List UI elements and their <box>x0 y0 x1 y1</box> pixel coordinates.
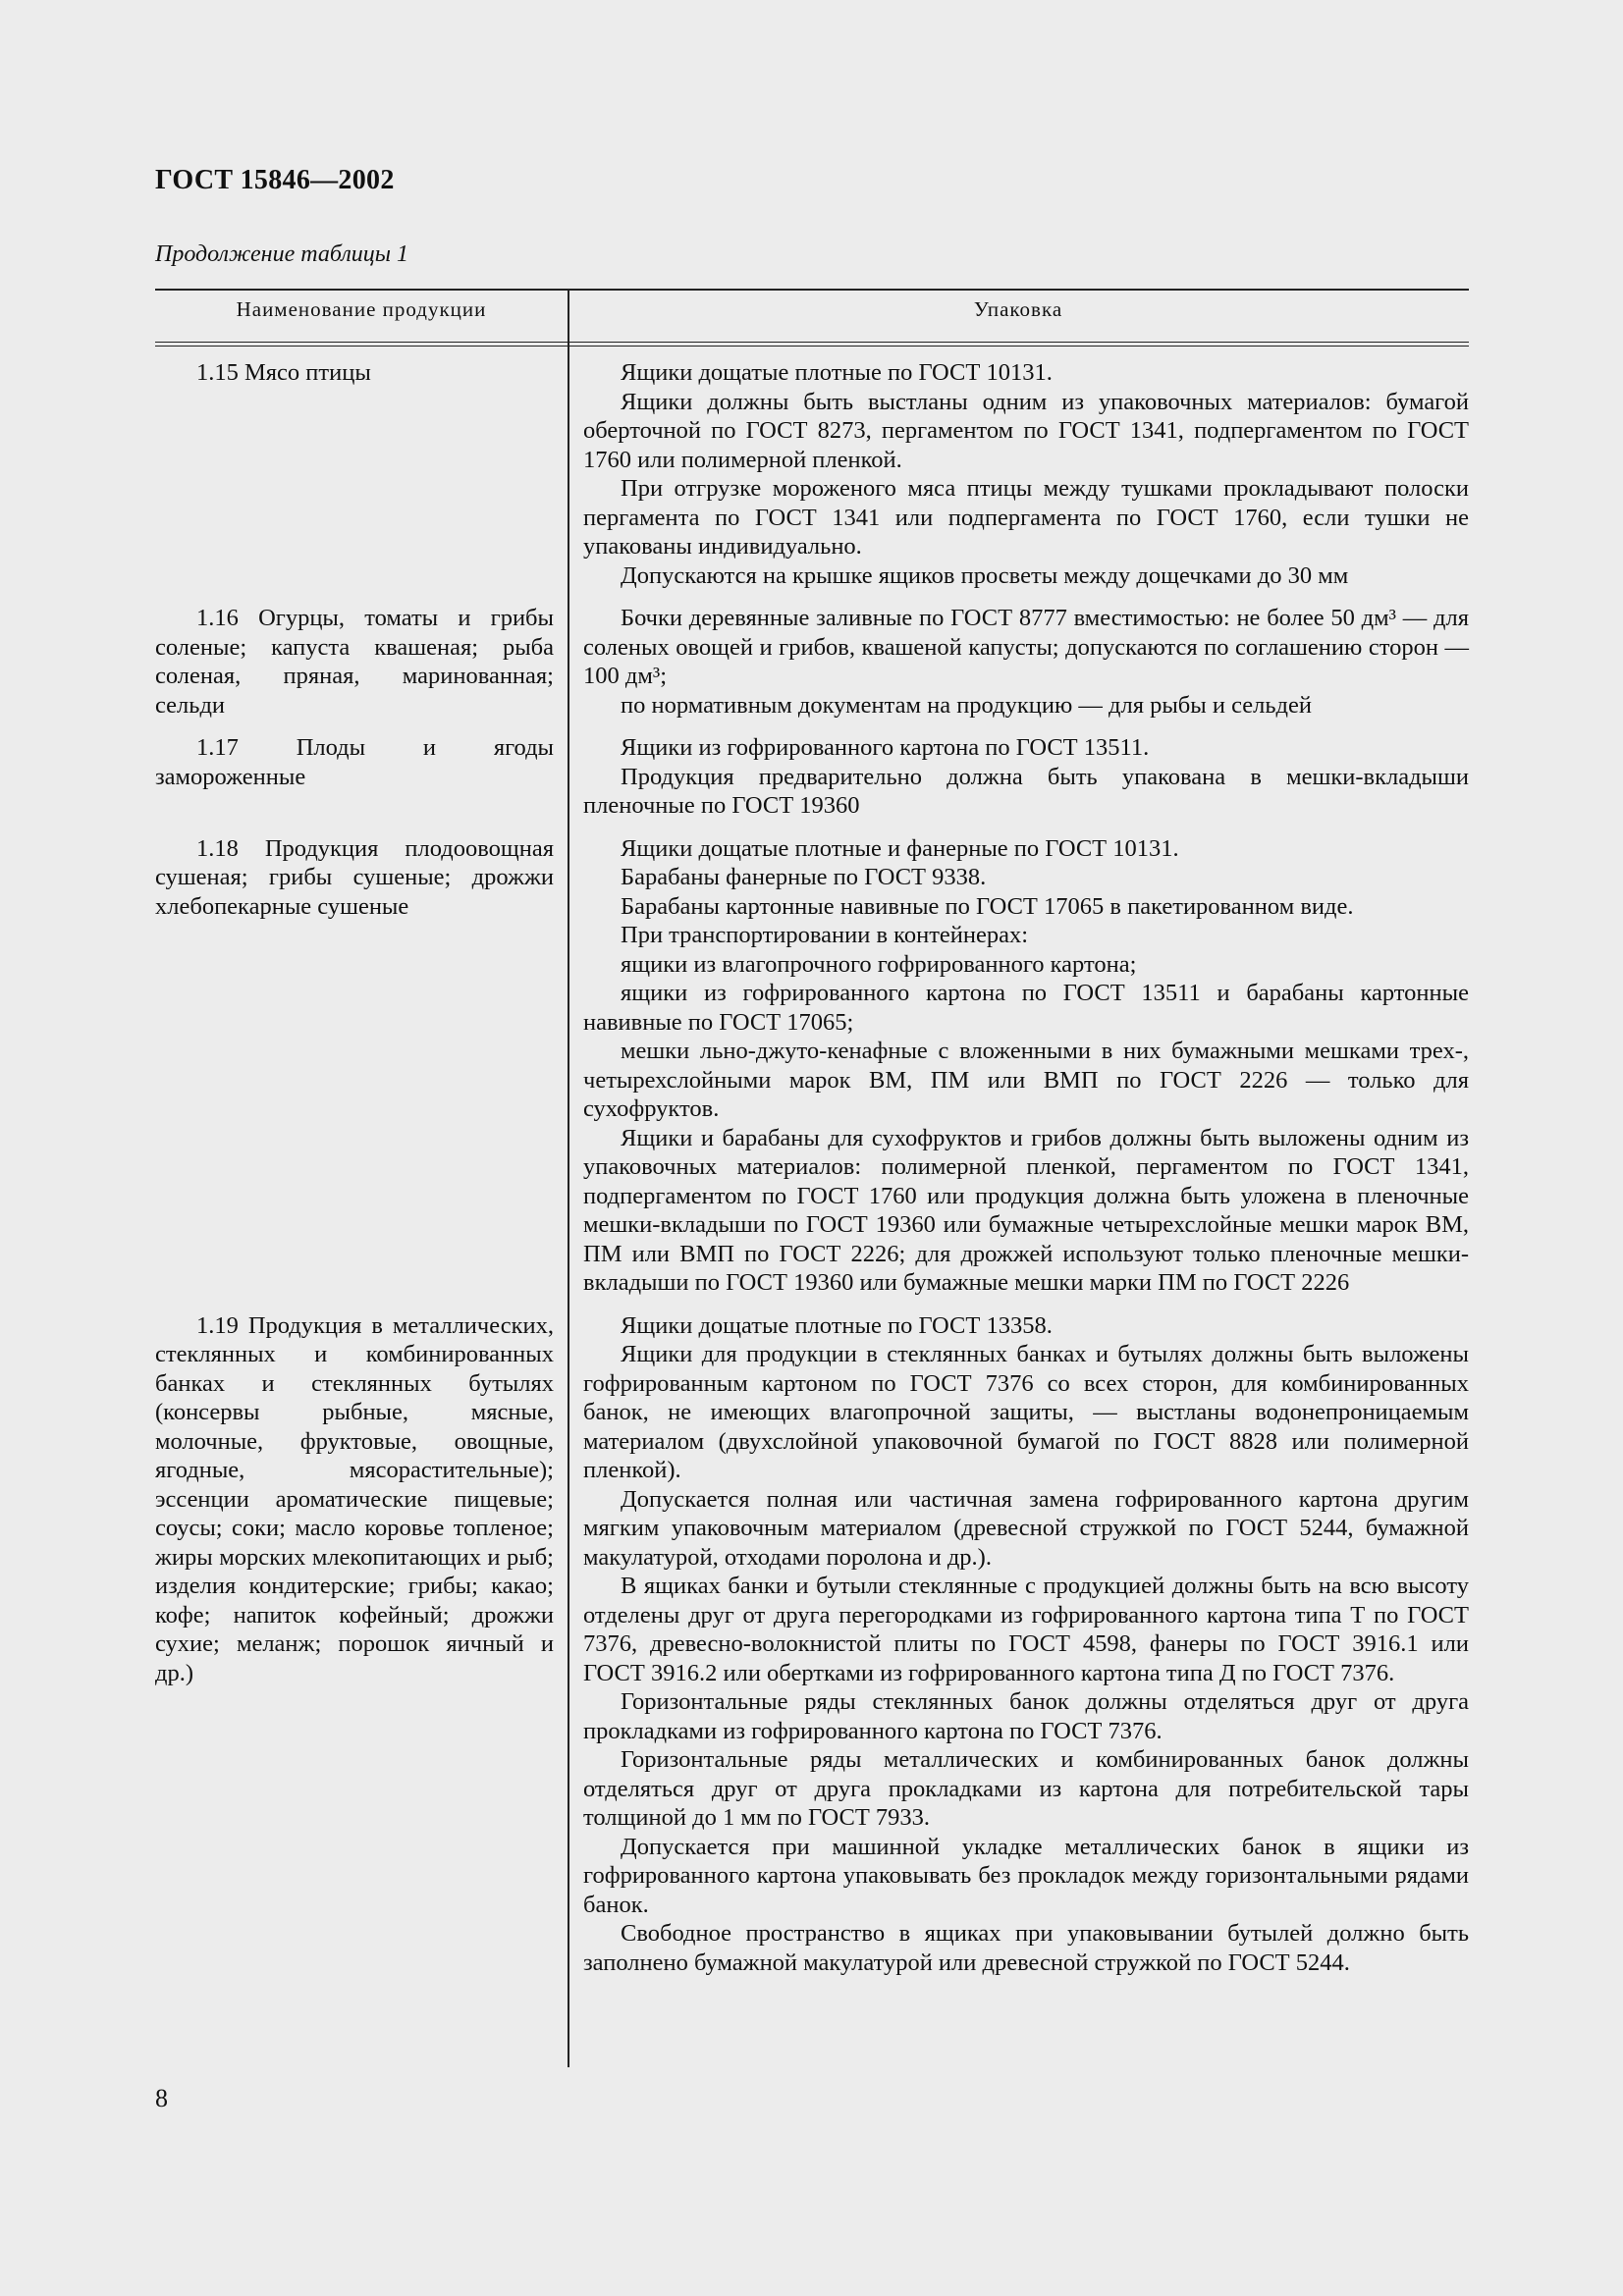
packaging-paragraph: Ящики и барабаны для сухофруктов и грибов должны быть выложены одним из упаковочных материалов: полимерной пленкой, пергаментом по ГОСТ 1341, подпергаментом по ГОСТ 1760 или продукция должна быть уложена в пленочные мешки-вкладыши по ГОСТ 19360 или бумажные четырехслойные мешки марок ВМ, ПМ или ВМП по ГОСТ 2226; для дрожжей используют только пленочные мешки-вкладыши по ГОСТ 19360 или бумажные мешки марки ПМ по ГОСТ 2226 <box>583 1124 1469 1296</box>
packaging-paragraph: Барабаны фанерные по ГОСТ 9338. <box>621 864 987 890</box>
packaging-paragraph: Ящики дощатые плотные и фанерные по ГОСТ 10131. <box>621 834 1179 862</box>
product-name: 1.16 Огурцы, томаты и грибы соленые; капуста квашеная; рыба соленая, пряная, маринованная; сельди <box>155 605 554 719</box>
packaging-paragraph: Допускается полная или частичная замена гофрированного картона другим мягким упаковочным материалом (древесной стружкой по ГОСТ 5244, бумажной макулатурой, отходами поролона и др.). <box>583 1485 1469 1571</box>
packaging-paragraph: Ящики должны быть выстланы одним из упаковочных материалов: бумагой оберточной по ГОСТ 8273, пергаментом по ГОСТ 1341, подпергаментом по ГОСТ 1760 или полимерной пленкой. <box>583 388 1469 473</box>
table-row <box>155 358 1469 590</box>
packaging-paragraph: Барабаны картонные навивные по ГОСТ 17065 в пакетированном виде. <box>621 892 1354 920</box>
product-cell <box>155 604 568 720</box>
table-caption: Продолжение таблицы 1 <box>155 241 409 267</box>
table-row <box>155 834 1469 1298</box>
packaging-paragraph: При транспортировании в контейнерах: <box>621 922 1029 948</box>
packaging-paragraph: Ящики для продукции в стеклянных банках и бутылях должны быть выложены гофрированным картоном по ГОСТ 7376 со всех сторон, для комбинированных банок, не имеющих влагопрочной защиты, — выстланы водонепроницаемым материалом (двухслойной упаковочной бумагой по ГОСТ 8828 или полимерной пленкой). <box>583 1341 1469 1483</box>
packaging-paragraph: Горизонтальные ряды металлических и комбинированных банок должны отделяться друг от друга прокладками из картона для потребительской тары толщиной до 1 мм по ГОСТ 7933. <box>583 1746 1469 1831</box>
page-number: 8 <box>155 2084 168 2112</box>
packaging-paragraph: Горизонтальные ряды стеклянных банок должны отделяться друг от друга прокладками из гофрированного картона по ГОСТ 7376. <box>583 1688 1469 1744</box>
table-row <box>155 1311 1469 1978</box>
product-cell <box>155 733 568 821</box>
table-row <box>155 604 1469 720</box>
packaging-paragraph: Ящики дощатые плотные по ГОСТ 10131. <box>621 359 1053 386</box>
table-body <box>155 347 1469 1977</box>
packaging-paragraph: Допускается при машинной укладке металлических банок в ящики из гофрированного картона упаковывать без прокладок между горизонтальными рядами банок. <box>583 1833 1469 1918</box>
packaging-cell <box>568 604 1469 720</box>
product-name: 1.19 Продукция в металлических, стеклянных и комбинированных банках и стеклянных бутылях (консервы рыбные, мясные, молочные, фруктовые, овощные, ягодные, мясорастительные); эссенции ароматические пищевые; соусы; соки; масло коровье топленое; жиры морских млекопитающих и рыб; изделия кондитерские; грибы; какао; кофе; напиток кофейный; дрожжи сухие; меланж; порошок яичный и др.) <box>155 1311 554 1686</box>
table <box>155 289 1469 1977</box>
packaging-paragraph: мешки льно-джуто-кенафные с вложенными в них бумажными мешками трех-, четырехслойными марок ВМ, ПМ или ВМП по ГОСТ 2226 — только для сухофруктов. <box>583 1038 1469 1122</box>
packaging-paragraph: В ящиках банки и бутыли стеклянные с продукцией должны быть на всю высоту отделены друг от друга перегородками из гофрированного картона типа Т по ГОСТ 7376, древесно-волокнистой плиты по ГОСТ 4598, фанеры по ГОСТ 3916.1 или ГОСТ 3916.2 или обертками из гофрированного картона типа Д по ГОСТ 7376. <box>583 1573 1469 1686</box>
table-row <box>155 733 1469 821</box>
product-cell <box>155 358 568 590</box>
document-header: ГОСТ 15846—2002 <box>155 165 395 195</box>
packaging-paragraph: Продукция предварительно должна быть упакована в мешки-вкладыши пленочные по ГОСТ 19360 <box>583 763 1469 819</box>
packaging-paragraph: Ящики дощатые плотные по ГОСТ 13358. <box>621 1311 1053 1339</box>
packaging-paragraph: ящики из влагопрочного гофрированного картона; <box>621 950 1137 978</box>
packaging-paragraph: ящики из гофрированного картона по ГОСТ 13511 и барабаны картонные навивные по ГОСТ 17065; <box>583 980 1469 1036</box>
packaging-paragraph: Бочки деревянные заливные по ГОСТ 8777 вместимостью: не более 50 дм³ — для соленых овощей и грибов, квашеной капусты; допускаются по соглашению сторон — 100 дм³; <box>583 605 1469 689</box>
packaging-cell <box>568 358 1469 590</box>
packaging-paragraph: по нормативным документам на продукцию — для рыбы и сельдей <box>621 691 1312 719</box>
product-name: 1.18 Продукция плодоовощная сушеная; грибы сушеные; дрожжи хлебопекарные сушеные <box>155 834 554 920</box>
packaging-paragraph: Ящики из гофрированного картона по ГОСТ 13511. <box>621 734 1150 761</box>
product-cell <box>155 834 568 1298</box>
packaging-paragraph: При отгрузке мороженого мяса птицы между тушками прокладывают полоски пергамента по ГОСТ 1341 или подпергамента по ГОСТ 1760, если тушки не упакованы индивидуально. <box>583 475 1469 560</box>
table-header <box>155 289 1469 342</box>
packaging-cell <box>568 834 1469 1298</box>
column-header-packaging: Упаковка <box>973 297 1063 321</box>
packaging-paragraph: Допускаются на крышке ящиков просветы между дощечками до 30 мм <box>621 561 1349 589</box>
product-name: 1.17 Плоды и ягоды замороженные <box>155 734 554 790</box>
product-name: 1.15 Мясо птицы <box>196 359 371 386</box>
product-cell <box>155 1311 568 1978</box>
packaging-cell <box>568 733 1469 821</box>
column-divider <box>568 289 569 2067</box>
packaging-cell <box>568 1311 1469 1978</box>
packaging-paragraph: Свободное пространство в ящиках при упаковывании бутылей должно быть заполнено бумажной макулатурой или древесной стружкой по ГОСТ 5244. <box>583 1920 1469 1976</box>
column-header-product: Наименование продукции <box>236 297 487 321</box>
